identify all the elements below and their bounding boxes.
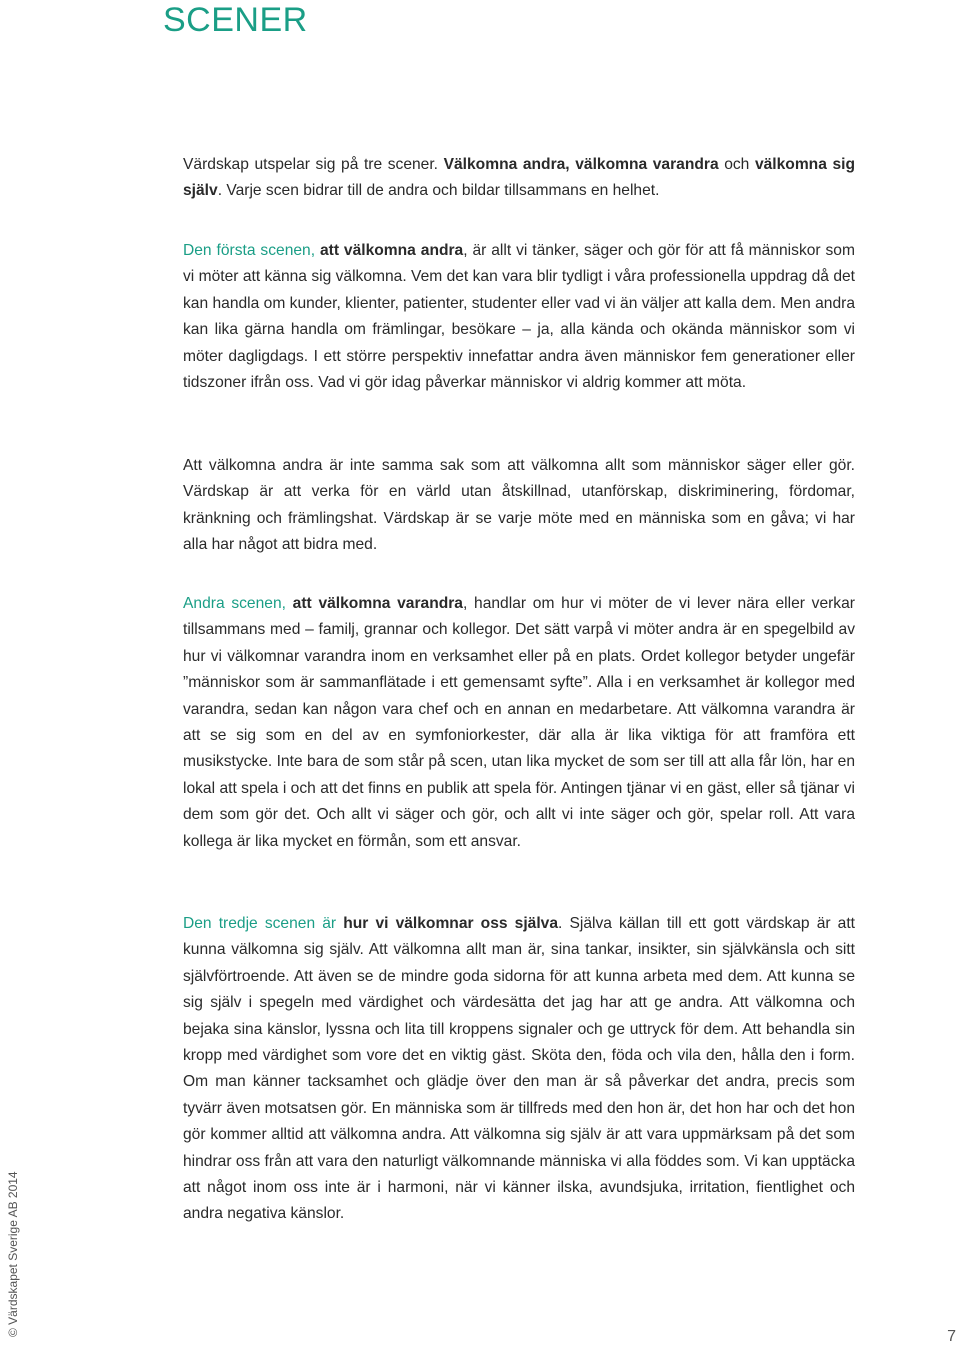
- page-title: SCENER: [163, 1, 308, 39]
- scene1-text: , är allt vi tänker, säger och gör för att få människor som vi möter att känna sig välkomna. Vem det kan vara blir tydligt i våra professionella uppdrag då det kan handla om kunder, klienter, patienter, studenter eller vad vi än väljer att kalla dem. Men andra kan lika gärna handla om främlingar, besökare – ja, alla kända och okända människor som vi möter dagligdags. I ett större perspektiv innefattar andra även människor fem generationer eller tidszoner ifrån oss. Vad vi gör idag påverkar människor vi aldrig kommer att möta.: [183, 242, 855, 392]
- page-number: 7: [947, 1328, 956, 1345]
- scene2-text: , handlar om hur vi möter de vi lever nära eller verkar tillsammans med – familj, grannar och kollegor. Det sätt varpå vi möter andra är en spegelbild av hur vi välkomnar varandra inom en verksamhet eller på en plats. Ordet kollegor betyder ungefär ”människor som är sammanflätade i ett gemensamt syfte”. Alla i en verksamhet är kollegor med varandra, sedan kan någon vara chef och en annan en medarbetare. Att välkomna varandra är att se sig som en del av en symfoniorkester, där alla är lika viktiga för att framföra ett musikstycke. Inte bara de som står på scen, utan lika mycket de som ser till att alla får lön, har en lokal att spela i och att det finns en publik att spela för. Antingen tjänar vi en gäst, eller så tjänar vi dem som gör det. Och allt vi säger och gör, och allt vi inte säger och gör, spelar roll. Att vara kollega är lika mycket en förmån, som ett ansvar.: [183, 595, 855, 850]
- intro-scene-self: välkomna sig själv: [183, 156, 855, 200]
- intro-paragraph: [183, 152, 855, 205]
- scene1-paragraph: [183, 238, 855, 396]
- scene2-label: Andra scenen,: [183, 595, 293, 612]
- scene1-name: att välkomna andra: [319, 242, 464, 259]
- scene1-label: Den första scenen,: [183, 242, 320, 259]
- scene3-text: . Själva källan till ett gott värdskap är att kunna välkomna sig själv. Att välkomna allt man är, sina tankar, insikter, sin självkänsla och sitt självförtroende. Att även se de mindre goda sidorna för att kunna arbeta med dem. Att kunna se sig själv i spegeln med värdighet och värdesätta det jag har att ge andra. Att välkomna och bejaka sina känslor, lyssna och lita till kroppens signaler och ge uttryck för dem. Att behandla sin kropp med värdighet som vore det en viktig gäst. Sköta den, föda och vila den, hålla den i form. Om man känner tacksamhet och glädje över den man är så påverkar det andra, precis som tyvärr även motsatsen gör. En människa som är tillfreds med den hon är, det hon har och det hon gör kommer alltid att välkomna andra. Att välkomna sig själv är att vara uppmärksam på det som hindrar oss från att vara den naturligt välkomnande människa vi alla föddes som. Vi kan upptäcka att något inom oss inte är i harmoni, när vi känner ilska, avundsjuka, irritation, fientlighet och andra negativa känslor.: [183, 915, 856, 1223]
- scene3-paragraph: [183, 911, 855, 1228]
- scene3-name: hur vi välkomnar oss själva: [343, 915, 559, 932]
- scene2-name: att välkomna varandra: [292, 595, 463, 612]
- copyright-notice: © Värdskapet Sverige AB 2014: [6, 1171, 20, 1337]
- intro-text: Värdskap utspelar sig på tre scener.: [183, 156, 444, 173]
- intro-scene-names: Välkomna andra, välkomna varandra: [443, 156, 719, 173]
- scene3-label: Den tredje scenen är: [183, 915, 344, 932]
- scene2-paragraph: [183, 591, 855, 855]
- scene1b-paragraph: Att välkomna andra är inte samma sak som att välkomna allt som människor säger eller gör. Värdskap är att verka för en värld utan åtskillnad, utanförskap, diskriminering, fördomar, kränkning och främlingshat. Värdskap är se varje möte med en människa som en gåva; vi har alla har något att bidra med.: [183, 457, 855, 554]
- intro-text-and: och: [718, 156, 755, 173]
- intro-text-end: . Varje scen bidrar till de andra och bildar tillsammans en helhet.: [217, 182, 660, 200]
